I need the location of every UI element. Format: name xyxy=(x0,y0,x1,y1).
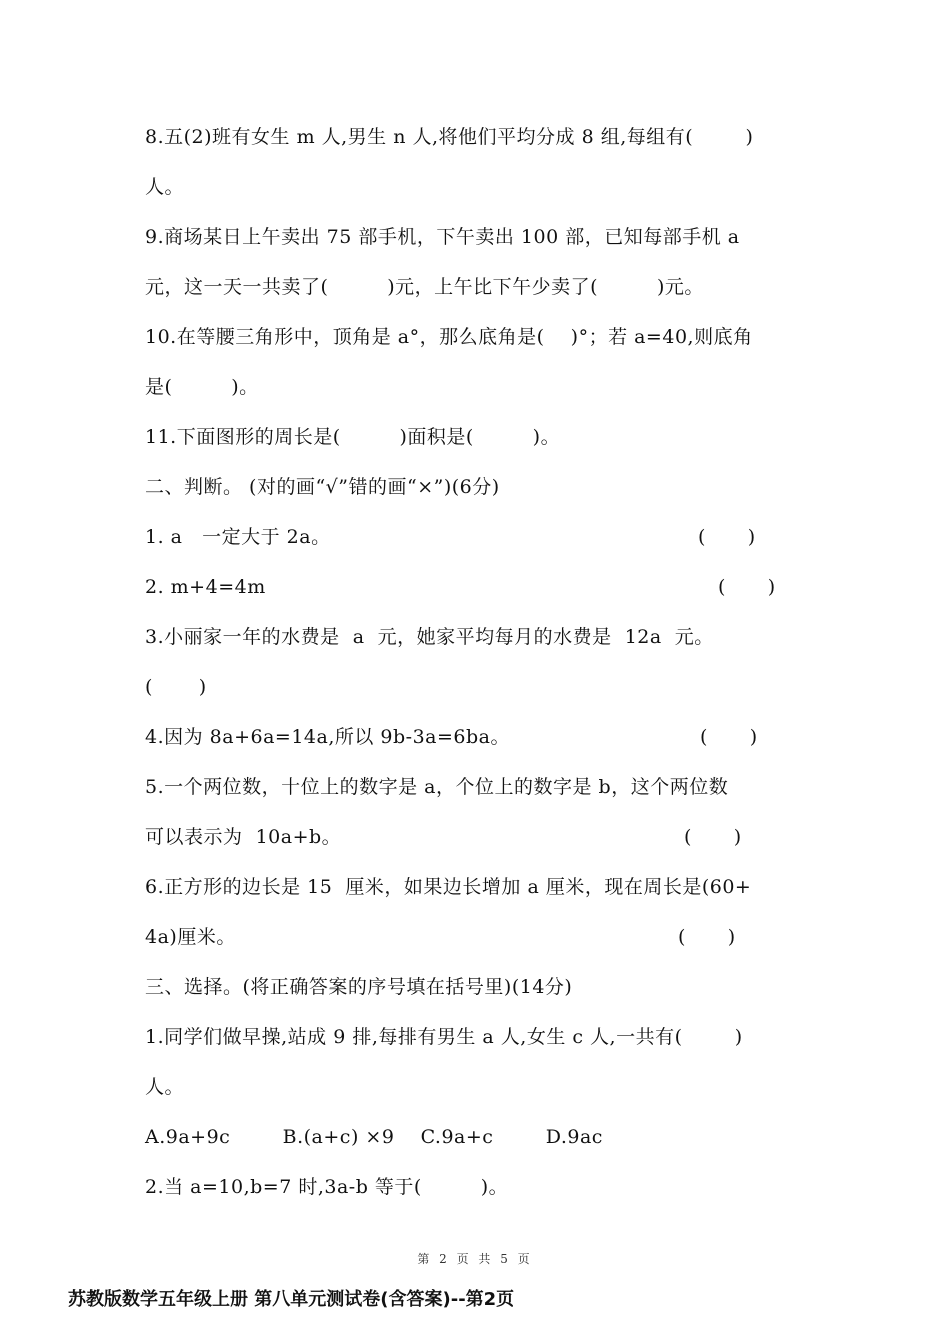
choice-1-line-1: 1.同学们做早操,站成 9 排,每排有男生 a 人,女生 c 人,一共有( ) xyxy=(145,1026,743,1048)
section-3-heading: 三、选择。(将正确答案的序号填在括号里)(14分) xyxy=(145,976,573,998)
judge-3-bracket: ( ) xyxy=(145,676,207,698)
judge-6-bracket: ( ) xyxy=(678,926,736,948)
judge-5-bracket: ( ) xyxy=(684,826,742,848)
question-9-line-1: 9.商场某日上午卖出 75 部手机，下午卖出 100 部，已知每部手机 a xyxy=(145,226,740,248)
judge-5-line-1: 5.一个两位数，十位上的数字是 a，个位上的数字是 b，这个两位数 xyxy=(145,776,729,798)
section-2-heading: 二、判断。 (对的画“√”错的画“×”)(6分) xyxy=(145,476,500,498)
question-8-line-2: 人。 xyxy=(145,176,185,198)
judge-4-bracket: ( ) xyxy=(700,726,758,748)
question-9-line-2: 元，这一天一共卖了( )元，上午比下午少卖了( )元。 xyxy=(145,276,704,298)
judge-5-line-2: 可以表示为 10a+b。 xyxy=(145,826,342,848)
document-title-caption: 苏教版数学五年级上册 第八单元测试卷(含答案)--第2页 xyxy=(68,1289,515,1310)
judge-1-bracket: ( ) xyxy=(698,526,756,548)
judge-2: 2. m+4=4m xyxy=(145,576,266,598)
judge-4: 4.因为 8a+6a=14a,所以 9b-3a=6ba。 xyxy=(145,726,511,748)
judge-6-line-2: 4a)厘米。 xyxy=(145,926,236,948)
choice-2: 2.当 a=10,b=7 时,3a-b 等于( )。 xyxy=(145,1176,509,1198)
page-footer: 第 2 页 共 5 页 xyxy=(417,1252,533,1266)
judge-2-bracket: ( ) xyxy=(718,576,776,598)
question-10-line-1: 10.在等腰三角形中，顶角是 a°，那么底角是( )°；若 a=40,则底角 xyxy=(145,326,753,348)
choice-1-line-2: 人。 xyxy=(145,1076,185,1098)
question-10-line-2: 是( )。 xyxy=(145,376,259,398)
question-8-line-1: 8.五(2)班有女生 m 人,男生 n 人,将他们平均分成 8 组,每组有( ) xyxy=(145,126,754,148)
judge-6-line-1: 6.正方形的边长是 15 厘米，如果边长增加 a 厘米，现在周长是(60+ xyxy=(145,876,752,898)
judge-3-line-1: 3.小丽家一年的水费是 a 元，她家平均每月的水费是 12a 元。 xyxy=(145,626,714,648)
choice-1-options: A.9a+9c B.(a+c) ×9 C.9a+c D.9ac xyxy=(145,1126,603,1148)
judge-1: 1. a 一定大于 2a。 xyxy=(145,526,331,548)
question-11: 11.下面图形的周长是( )面积是( )。 xyxy=(145,426,561,448)
